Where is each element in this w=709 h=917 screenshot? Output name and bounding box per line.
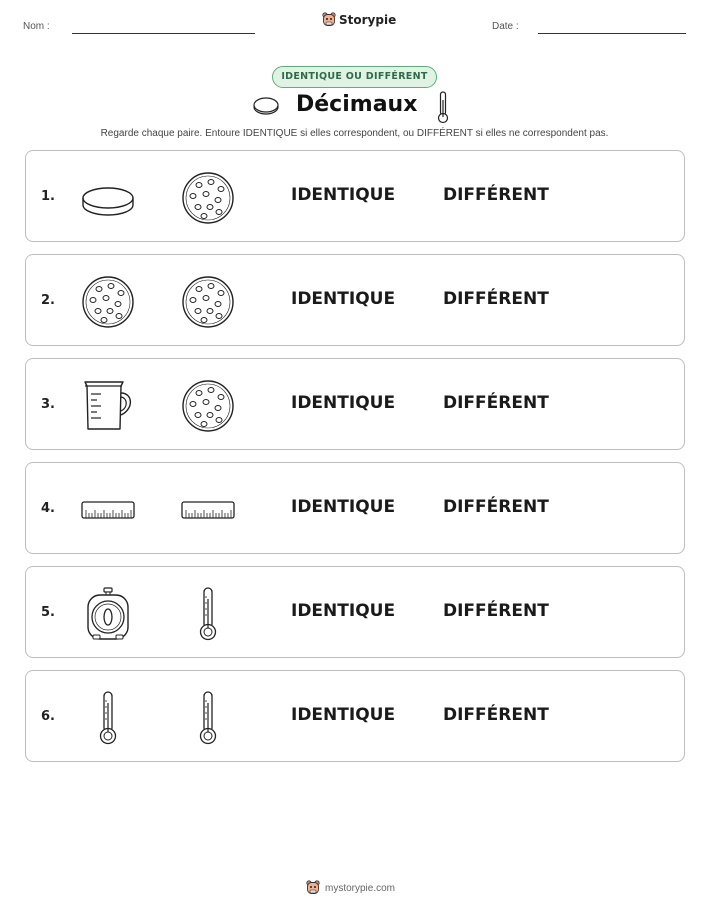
option-different[interactable]: DIFFÉRENT <box>443 393 549 413</box>
question-row <box>25 670 685 762</box>
ruler-icon <box>181 483 235 537</box>
page-title: Décimaux <box>296 92 418 117</box>
question-row <box>25 254 685 346</box>
option-different[interactable]: DIFFÉRENT <box>443 601 549 621</box>
thermometer-icon <box>436 90 450 124</box>
cookie-icon <box>181 379 235 433</box>
option-different[interactable]: DIFFÉRENT <box>443 289 549 309</box>
thermometer-icon <box>181 587 235 641</box>
option-identique[interactable]: IDENTIQUE <box>291 185 396 205</box>
question-number: 6. <box>41 709 55 724</box>
title-row <box>0 90 709 124</box>
instructions-text: Regarde chaque paire. Entoure IDENTIQUE si elles correspondent, ou DIFFÉRENT si elles ne correspondent pas. <box>100 128 609 139</box>
option-identique[interactable]: IDENTIQUE <box>291 705 396 725</box>
question-number: 3. <box>41 397 55 412</box>
question-number: 2. <box>41 293 55 308</box>
option-different[interactable]: DIFFÉRENT <box>443 705 549 725</box>
option-identique[interactable]: IDENTIQUE <box>291 393 396 413</box>
storypie-mascot-icon <box>322 12 336 28</box>
footer-url: mystorypie.com <box>325 882 396 894</box>
question-number: 1. <box>41 189 55 204</box>
question-row <box>25 150 685 242</box>
name-label: Nom : <box>23 21 50 32</box>
option-identique[interactable]: IDENTIQUE <box>291 497 396 517</box>
worksheet-type-badge: IDENTIQUE OU DIFFÉRENT <box>272 66 437 88</box>
option-different[interactable]: DIFFÉRENT <box>443 497 549 517</box>
cookie-icon <box>181 275 235 329</box>
question-row <box>25 566 685 658</box>
option-identique[interactable]: IDENTIQUE <box>291 601 396 621</box>
measuring-cup-icon <box>81 379 135 433</box>
ruler-icon <box>81 483 135 537</box>
cookie-icon <box>81 275 135 329</box>
question-row <box>25 462 685 554</box>
coin-icon <box>251 96 281 116</box>
cookie-icon <box>181 171 235 225</box>
storypie-mascot-icon <box>306 880 320 896</box>
brand-logo <box>322 12 396 28</box>
stopwatch-icon <box>81 587 135 641</box>
name-line[interactable] <box>72 33 255 34</box>
date-line[interactable] <box>538 33 686 34</box>
brand-name: Storypie <box>339 13 397 27</box>
coin-icon <box>81 171 135 225</box>
option-different[interactable]: DIFFÉRENT <box>443 185 549 205</box>
date-label: Date : <box>492 21 519 32</box>
question-number: 5. <box>41 605 55 620</box>
question-number: 4. <box>41 501 55 516</box>
thermometer-icon <box>181 691 235 745</box>
footer <box>306 880 395 896</box>
question-row <box>25 358 685 450</box>
thermometer-icon <box>81 691 135 745</box>
option-identique[interactable]: IDENTIQUE <box>291 289 396 309</box>
